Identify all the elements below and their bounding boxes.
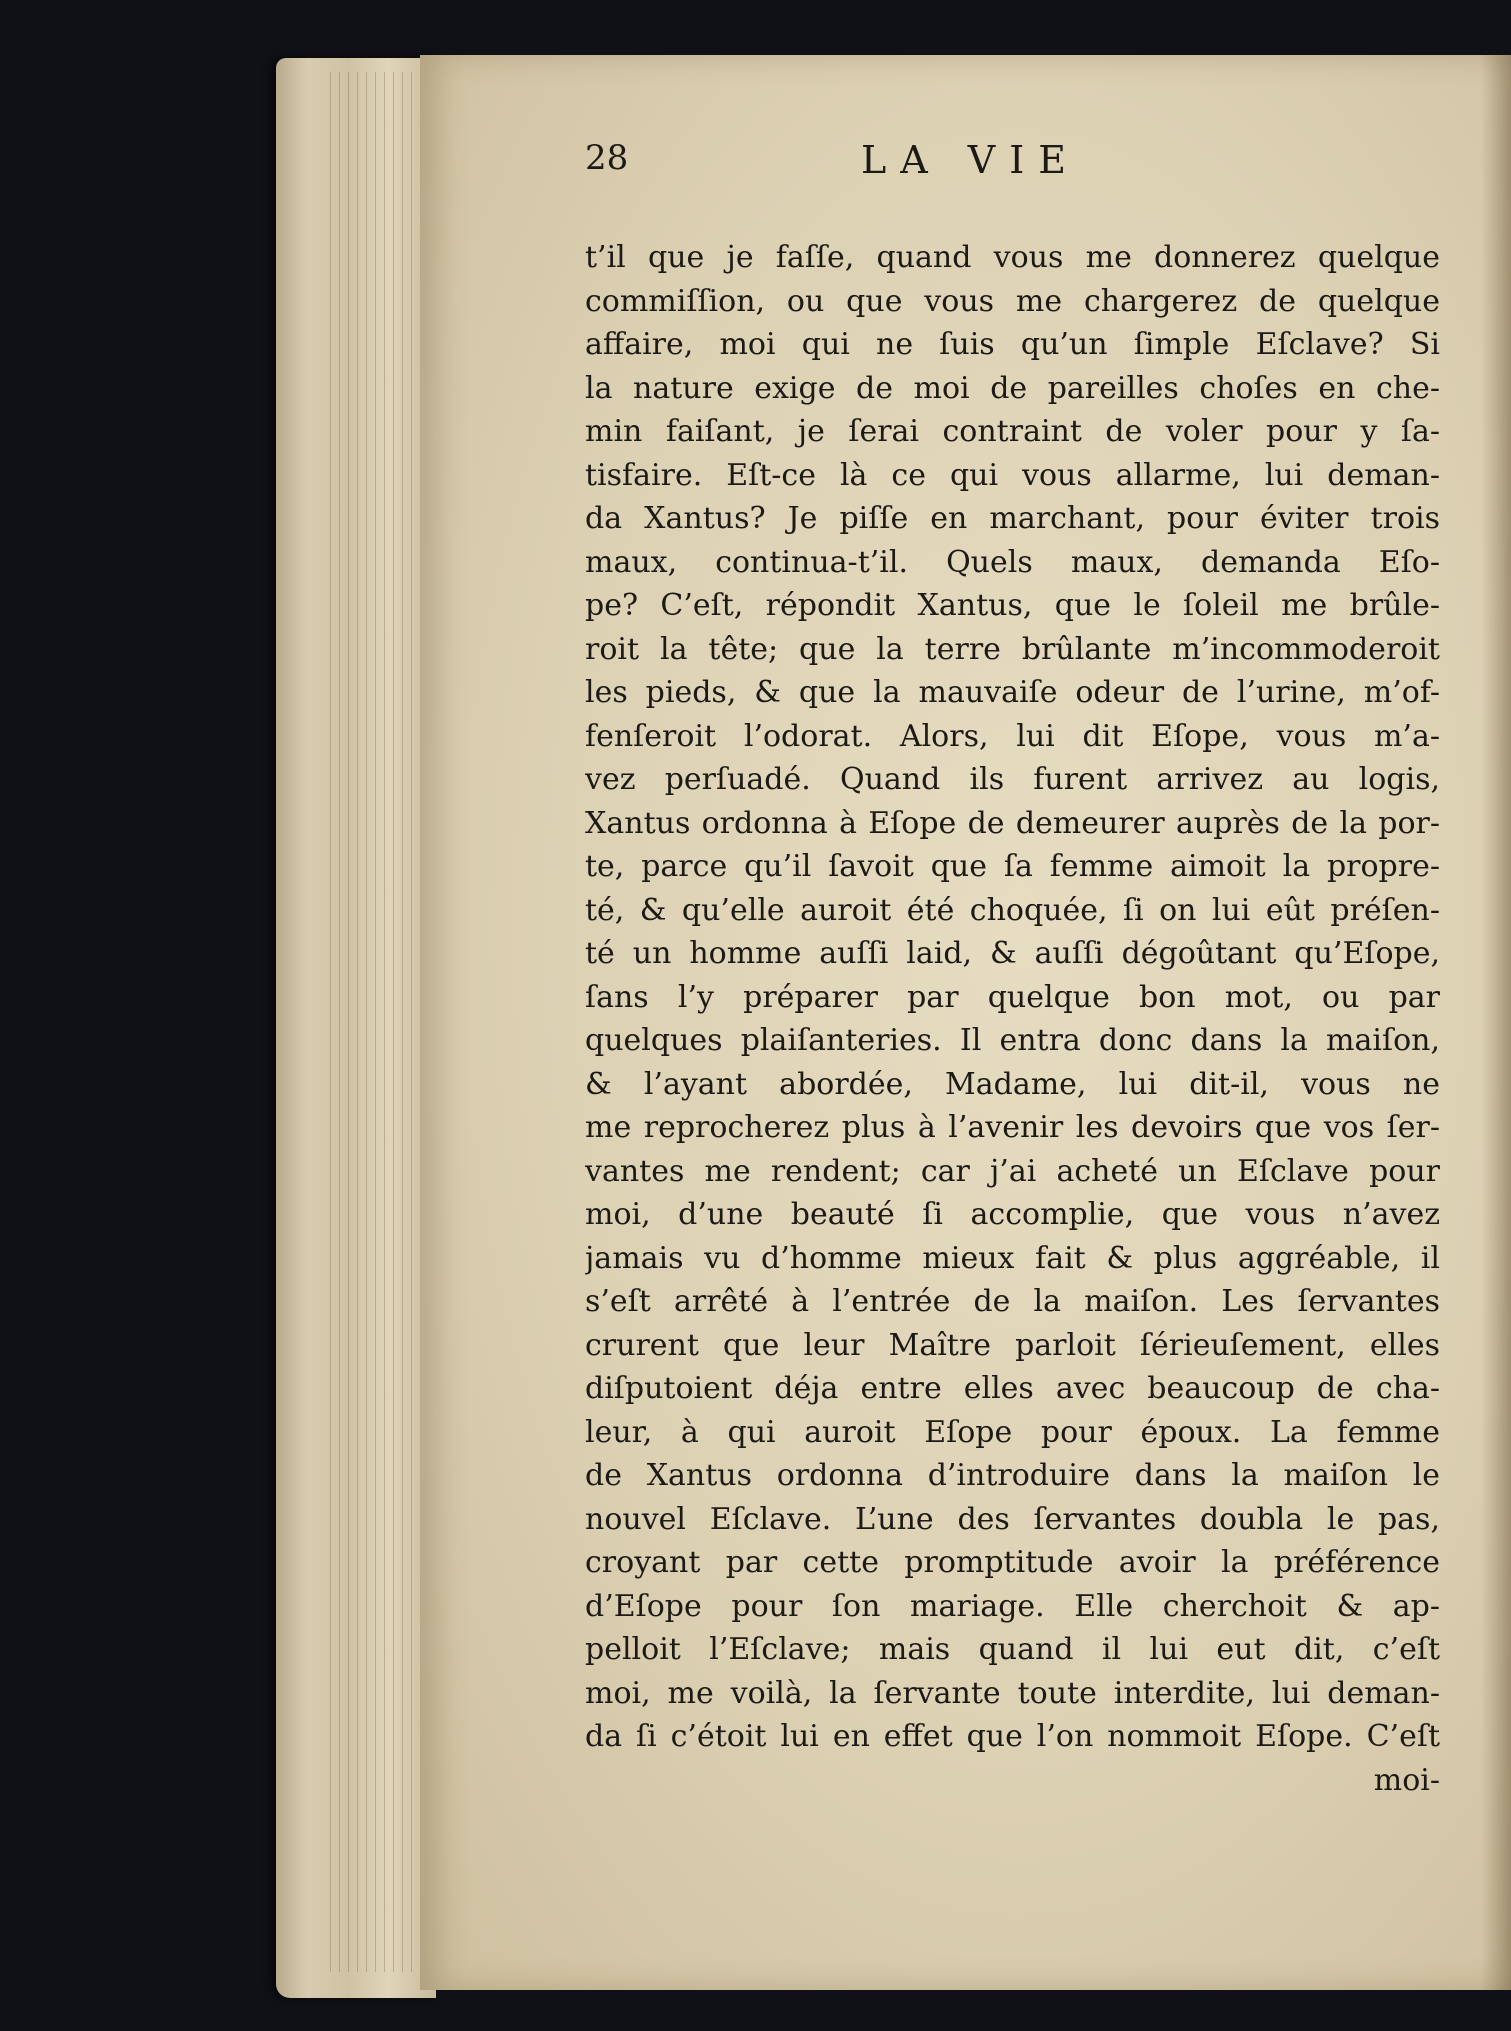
page-number: 28 xyxy=(585,138,629,178)
text-line: moi, me voilà, la ſervante toute interdite, lui deman- xyxy=(585,1675,1440,1711)
text-line: roit la tête; que la terre brûlante m’incommoderoit xyxy=(585,631,1440,667)
text-line: maux, continua-t’il. Quels maux, demanda Eſo- xyxy=(585,544,1440,580)
text-line: vez perſuadé. Quand ils furent arrivez au logis, xyxy=(585,762,1440,797)
text-line: de Xantus ordonna d’introduire dans la maiſon le xyxy=(585,1458,1440,1493)
text-line: affaire, moi qui ne ſuis qu’un ſimple Eſclave? Si xyxy=(585,327,1440,362)
text-line: min faiſant, je ſerai contraint de voler pour y ſa- xyxy=(585,414,1440,449)
text-line: té un homme auſſi laid, & auſſi dégoûtant qu’Eſope, xyxy=(585,936,1440,971)
text-line: da ſi c’étoit lui en effet que l’on nommoit Eſope. C’eſt xyxy=(585,1719,1440,1754)
text-line: moi, d’une beauté ſi accomplie, que vous n’avez xyxy=(585,1197,1440,1232)
text-line: nouvel Eſclave. L’une des ſervantes doubla le pas, xyxy=(585,1501,1440,1537)
text-line: vantes me rendent; car j’ai acheté un Eſclave pour xyxy=(585,1153,1440,1189)
text-line: pelloit l’Eſclave; mais quand il lui eut dit, c’eſt xyxy=(585,1632,1440,1667)
text-line: te, parce qu’il ſavoit que ſa femme aimoit la propre- xyxy=(585,849,1440,884)
text-line: me reprocherez plus à l’avenir les devoirs que vos ſer- xyxy=(585,1110,1440,1145)
text-line: té, & qu’elle auroit été choquée, ſi on lui eût préſen- xyxy=(585,892,1440,928)
text-line: jamais vu d’homme mieux fait & plus aggréable, il xyxy=(585,1240,1440,1276)
text-line: les pieds, & que la mauvaiſe odeur de l’urine, m’of- xyxy=(585,675,1440,710)
leaf-edge-lines xyxy=(330,72,430,1972)
text-line: commiſſion, ou que vous me chargerez de quelque xyxy=(585,283,1440,319)
text-line: leur, à qui auroit Eſope pour époux. La femme xyxy=(585,1414,1440,1450)
text-line: d’Eſope pour ſon mariage. Elle cherchoit & ap- xyxy=(585,1588,1440,1624)
text-line: & l’ayant abordée, Madame, lui dit-il, vous ne xyxy=(585,1066,1440,1102)
text-line: pe? C’eſt, répondit Xantus, que le ſoleil me brûle- xyxy=(585,588,1440,623)
catchword: moi- xyxy=(1373,1762,1440,1798)
page-gutter xyxy=(1481,55,1511,1990)
text-line: ſans l’y préparer par quelque bon mot, ou par xyxy=(585,979,1440,1015)
running-head: LA VIE xyxy=(861,138,1080,182)
text-line: t’il que je faſſe, quand vous me donnerez quelque xyxy=(585,240,1440,275)
body-text xyxy=(585,236,1440,1802)
text-line: s’eſt arrêté à l’entrée de la maiſon. Les ſervantes xyxy=(585,1284,1440,1319)
text-line: da Xantus? Je piſſe en marchant, pour éviter trois xyxy=(585,501,1440,536)
text-line: diſputoient déja entre elles avec beaucoup de cha- xyxy=(585,1371,1440,1406)
text-line: quelques plaiſanteries. Il entra donc dans la maiſon, xyxy=(585,1023,1440,1058)
text-line: tisfaire. Eſt-ce là ce qui vous allarme, lui deman- xyxy=(585,457,1440,493)
text-line: croyant par cette promptitude avoir la préférence xyxy=(585,1545,1440,1580)
text-line: Xantus ordonna à Eſope de demeurer auprès de la por- xyxy=(585,805,1440,841)
text-line: la nature exige de moi de pareilles choſes en che- xyxy=(585,370,1440,406)
text-line: crurent que leur Maître parloit ſérieuſement, elles xyxy=(585,1327,1440,1363)
page-header xyxy=(585,138,1435,188)
text-line: fenſeroit l’odorat. Alors, lui dit Eſope, vous m’a- xyxy=(585,718,1440,754)
